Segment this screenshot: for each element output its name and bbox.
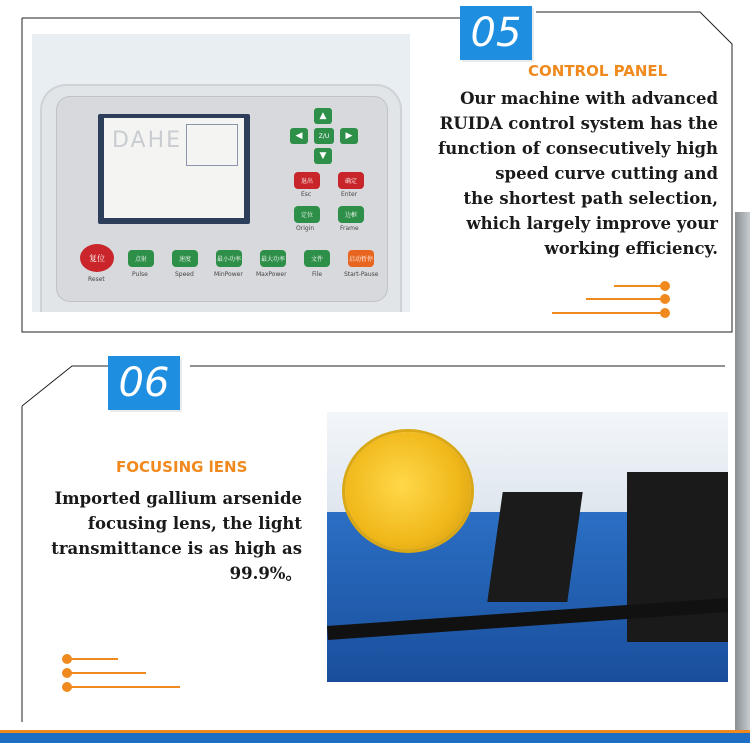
description-line: the shortest path selection, <box>463 189 718 208</box>
description-line: transmittance is as high as <box>51 539 302 558</box>
minpower-label: MinPower <box>214 271 243 278</box>
screen-info-grid <box>186 124 238 166</box>
esc-button[interactable]: 退出 <box>294 172 320 189</box>
description-line: Our machine with advanced <box>460 89 718 108</box>
file-button[interactable]: 文件 <box>304 250 330 267</box>
decorative-dot <box>660 294 670 304</box>
maxpower-button[interactable]: 最大功率 <box>260 250 286 267</box>
description-line: speed curve cutting and <box>495 164 718 183</box>
decorative-line <box>614 285 664 287</box>
pulse-button[interactable]: 点射 <box>128 250 154 267</box>
edge-photo-strip <box>735 212 750 730</box>
enter-button[interactable]: 确定 <box>338 172 364 189</box>
decorative-line <box>586 298 664 300</box>
decorative-line <box>66 658 118 660</box>
gallium-arsenide-lens <box>345 432 471 550</box>
start-pause-label: Start-Pause <box>344 271 379 278</box>
speed-label: Speed <box>175 271 194 278</box>
section-number-badge: 06 <box>108 356 180 410</box>
decorative-line <box>66 686 180 688</box>
zu-button[interactable]: Z/U <box>314 128 334 144</box>
arrow-up-button[interactable]: ▲ <box>314 108 332 124</box>
description-line: focusing lens, the light <box>87 514 302 533</box>
description-line: function of consecutively high <box>438 139 718 158</box>
arrow-down-button[interactable]: ▼ <box>314 148 332 164</box>
decorative-dot <box>660 281 670 291</box>
lcd-screen-bezel <box>98 114 250 224</box>
section-heading: FOCUSING lENS <box>116 458 248 476</box>
maxpower-label: MaxPower <box>256 271 287 278</box>
minpower-button[interactable]: 最小功率 <box>216 250 242 267</box>
frame-button[interactable]: 边框 <box>338 206 364 223</box>
description-line: which largely improve your <box>466 214 718 233</box>
reset-button[interactable]: 复位 <box>80 244 114 272</box>
reset-label: Reset <box>88 276 105 283</box>
control-panel-housing <box>40 84 402 312</box>
section-description <box>420 86 718 261</box>
description-line: working efficiency. <box>544 239 718 258</box>
speed-button[interactable]: 速度 <box>172 250 198 267</box>
lcd-screen <box>104 118 244 218</box>
screen-logo: DAHE <box>112 128 183 153</box>
description-line: RUIDA control system has the <box>439 114 718 133</box>
origin-button[interactable]: 定位 <box>294 206 320 223</box>
arrow-right-button[interactable]: ▶ <box>340 128 358 144</box>
description-line: 99.9%。 <box>229 564 302 583</box>
esc-label: Esc <box>301 191 312 198</box>
enter-label: Enter <box>341 191 358 198</box>
file-label: File <box>312 271 323 278</box>
focusing-lens-photo <box>327 412 728 682</box>
control-panel-face <box>56 96 388 302</box>
section-heading: CONTROL PANEL <box>528 62 668 80</box>
frame-label: Frame <box>340 225 359 232</box>
arrow-left-button[interactable]: ◀ <box>290 128 308 144</box>
description-line: Imported gallium arsenide <box>54 489 302 508</box>
origin-label: Origin <box>296 225 315 232</box>
decorative-dot <box>660 308 670 318</box>
footer-accent-line <box>0 730 750 733</box>
section-description <box>36 486 302 586</box>
lens-mount-bracket <box>487 492 582 602</box>
start-pause-button[interactable]: 启动暂停 <box>348 250 374 267</box>
decorative-line <box>552 312 664 314</box>
pulse-label: Pulse <box>132 271 148 278</box>
control-panel-photo <box>32 34 410 312</box>
decorative-line <box>66 672 146 674</box>
section-number-badge: 05 <box>460 6 532 60</box>
